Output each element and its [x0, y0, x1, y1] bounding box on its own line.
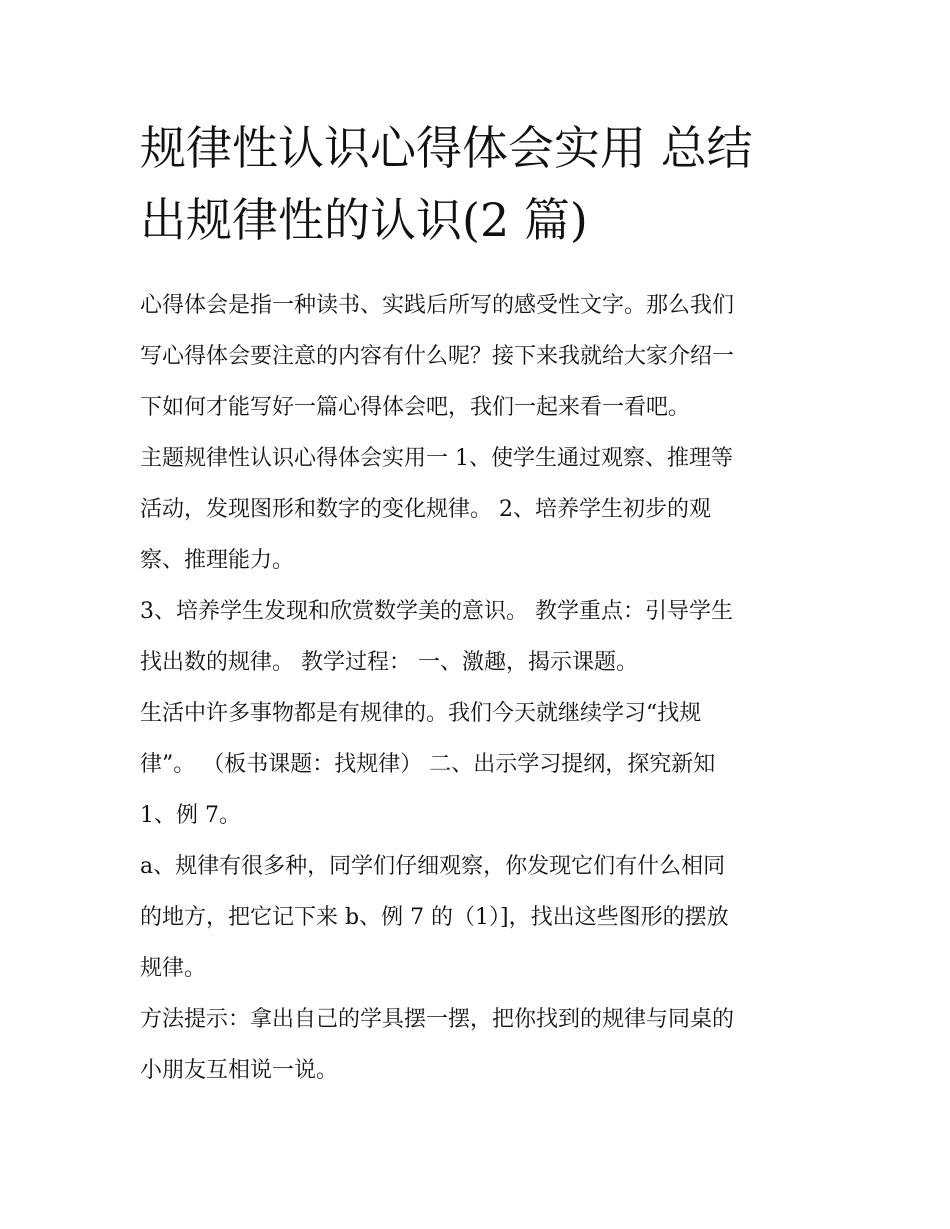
- document-body: [140, 280, 830, 1096]
- text-line: 小朋友互相说一说。: [140, 1058, 339, 1083]
- text-line: 下如何才能写好一篇心得体会吧，我们一起来看一看吧。: [140, 395, 691, 420]
- text-line: 方法提示：拿出自己的学具摆一摆，把你找到的规律与同桌的: [140, 1007, 735, 1032]
- text-line: 心得体会是指一种读书、实践后所写的感受性文字。那么我们: [140, 293, 735, 318]
- text-line: 生活中许多事物都是有规律的。我们今天就继续学习“找规: [140, 701, 702, 726]
- text-line: 律”。 （板书课题：找规律） 二、出示学习提纲，探究新知: [140, 752, 716, 777]
- paragraph-process: [140, 688, 830, 841]
- paragraph-intro: [140, 280, 830, 433]
- text-line: 3、培养学生发现和欣赏数学美的意识。 教学重点：引导学生: [140, 599, 733, 624]
- title-line: 规律性认识心得体会实用 总结: [140, 121, 753, 175]
- text-line: a、规律有很多种，同学们仔细观察，你发现它们有什么相同: [140, 854, 726, 879]
- text-line: 规律。: [140, 956, 207, 981]
- text-line: 的地方，把它记下来 b、例 7 的（1）]，找出这些图形的摆放: [140, 905, 729, 930]
- text-line: 活动，发现图形和数字的变化规律。 2、培养学生初步的观: [140, 497, 711, 522]
- text-line: 写心得体会要注意的内容有什么呢？接下来我就给大家介绍一: [140, 344, 735, 369]
- paragraph-method-tip: [140, 994, 830, 1096]
- document-title: [140, 112, 830, 256]
- text-line: 找出数的规律。 教学过程： 一、激趣，揭示课题。: [140, 650, 638, 675]
- text-line: 主题规律性认识心得体会实用一 1、使学生通过观察、推理等: [140, 446, 733, 471]
- paragraph-topic: [140, 433, 830, 586]
- text-line: 1、例 7。: [140, 803, 241, 828]
- paragraph-example: [140, 841, 830, 994]
- text-line: 察、推理能力。: [140, 548, 295, 573]
- title-line: 出规律性的认识(2 篇): [140, 193, 588, 247]
- paragraph-goals: [140, 586, 830, 688]
